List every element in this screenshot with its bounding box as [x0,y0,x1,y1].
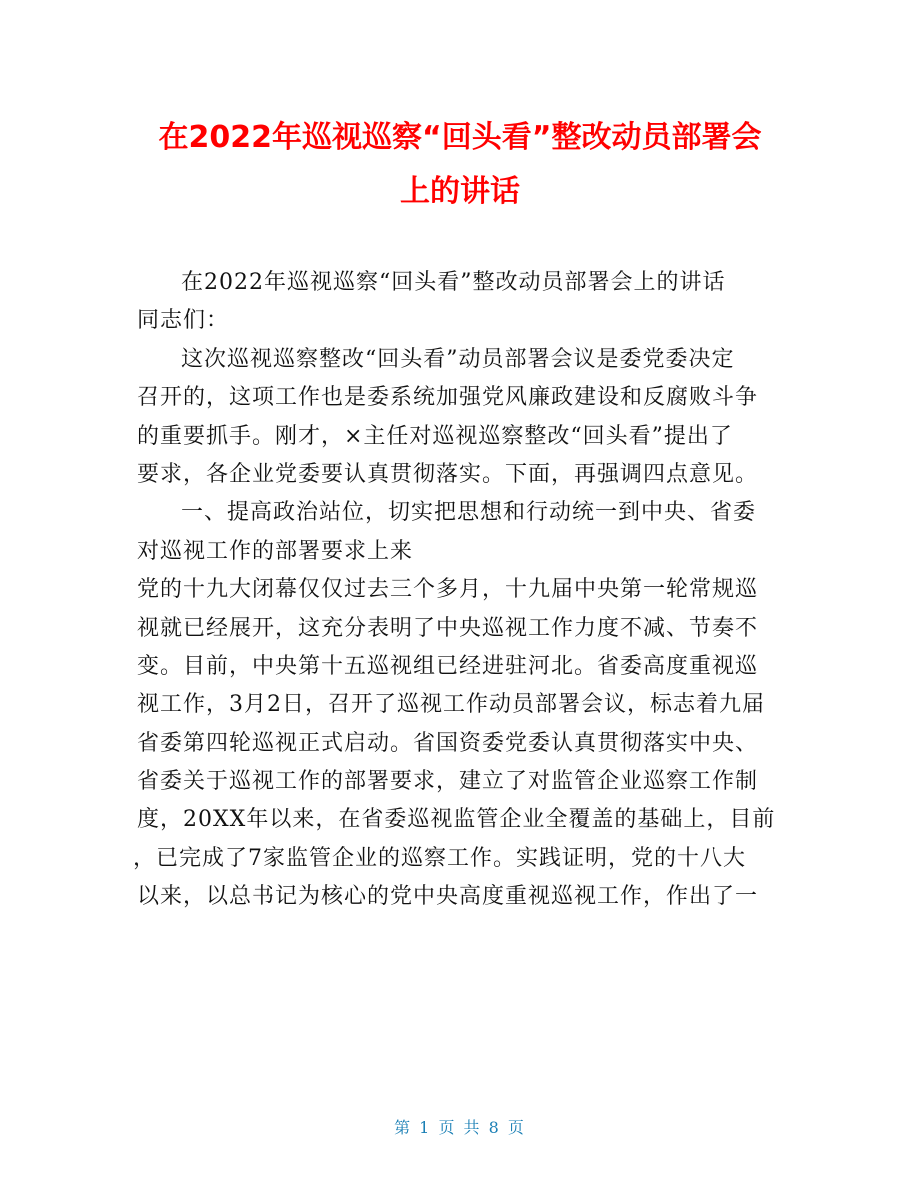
body-line: 要求，各企业党委要认真贯彻落实。下面，再强调四点意见。 [137,461,759,487]
body-line: 以来，以总书记为核心的党中央高度重视巡视工作，作出了一 [137,884,759,910]
body-line: 这次巡视巡察整改“回头看”动员部署会议是委党委决定 [181,346,735,372]
body-line: 同志们： [137,308,230,334]
body-line: 变。目前，中央第十五巡视组已经进驻河北。省委高度重视巡 [137,653,759,679]
document-body [133,264,792,917]
body-line: 在2022年巡视巡察“回头看”整改动员部署会上的讲话 [181,270,726,295]
body-line: 视就已经展开，这充分表明了中央巡视工作力度不减、节奏不 [137,615,759,641]
body-line: 党的十九大闭幕仅仅过去三个多月，十九届中央第一轮常规巡 [137,577,759,603]
body-line: 视工作，3月2日，召开了巡视工作动员部署会议，标志着九届 [137,692,765,718]
body-line: 度，20XX年以来，在省委巡视监管企业全覆盖的基础上，目前 [137,807,776,833]
body-line: 省委第四轮巡视正式启动。省国资委党委认真贯彻落实中央、 [137,730,759,756]
document-title-line-2: 上的讲话 [400,174,520,209]
body-line: 召开的，这项工作也是委系统加强党风廉政建设和反腐败斗争 [137,385,759,411]
page-indicator: 第 1 页 共 8 页 [394,1118,526,1137]
body-line: ，已完成了7家监管企业的巡察工作。实践证明，党的十八大 [133,845,746,871]
body-line: 省委关于巡视工作的部署要求，建立了对监管企业巡察工作制 [137,769,759,795]
body-line: 对巡视工作的部署要求上来 [137,538,414,564]
document-title-line-1: 在2022年巡视巡察“回头看”整改动员部署会 [158,120,762,155]
body-line: 一、提高政治站位，切实把思想和行动统一到中央、省委 [181,500,757,526]
body-line: 的重要抓手。刚才，×主任对巡视巡察整改“回头看”提出了 [137,423,733,449]
